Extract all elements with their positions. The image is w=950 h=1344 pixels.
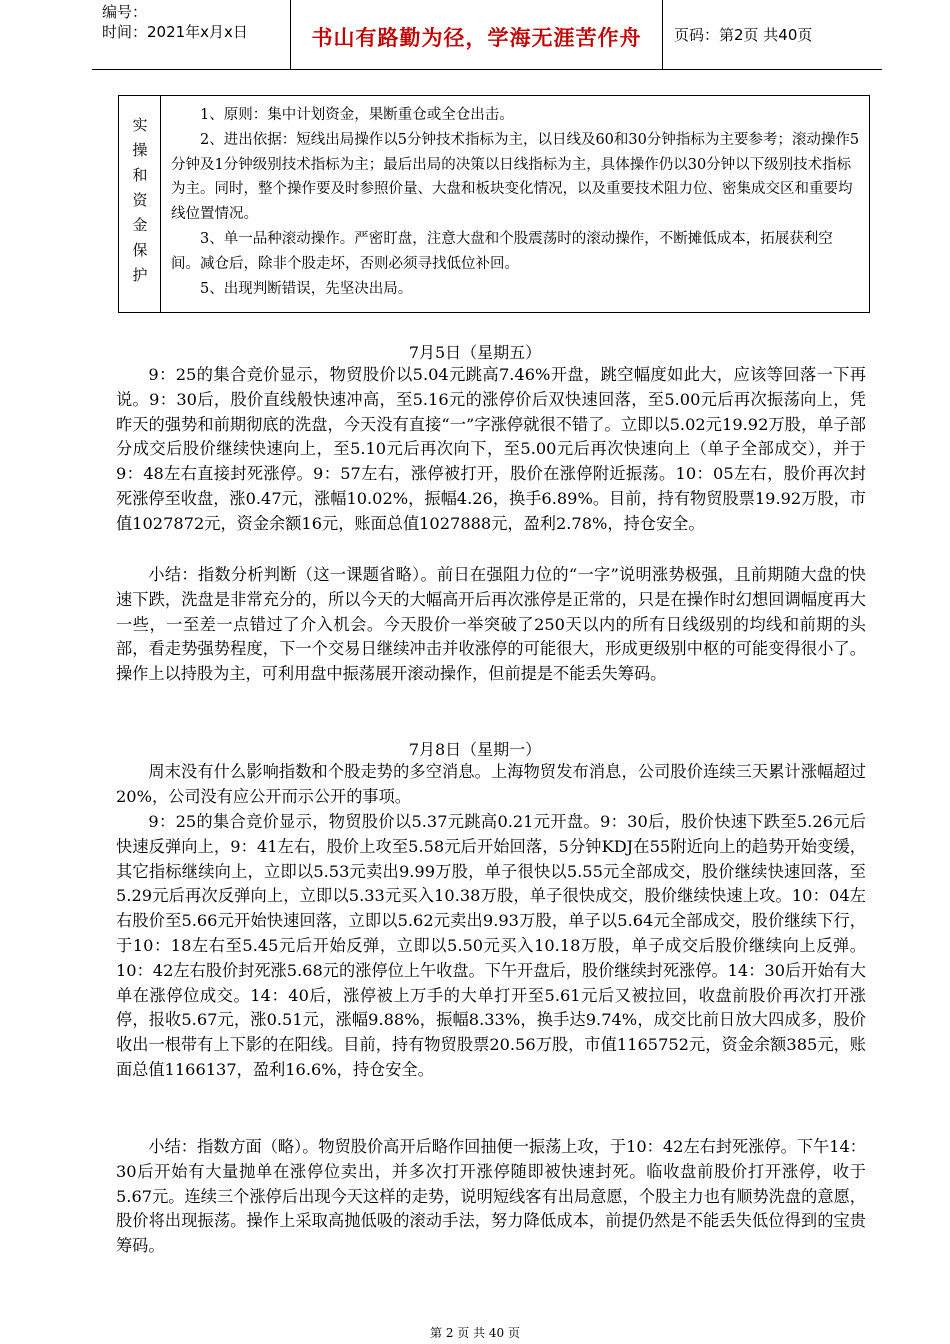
header-meta xyxy=(102,2,292,42)
box-label-char: 护 xyxy=(132,266,148,284)
section-title-jul8: 7月8日（星期一） xyxy=(408,740,542,759)
capital-protection-box xyxy=(118,95,870,313)
header-number: 编号： xyxy=(102,3,148,21)
box-label-char: 金 xyxy=(132,216,148,234)
section-title-jul5: 7月5日（星期五） xyxy=(408,343,542,362)
header-page-info: 页码：第2页 共40页 xyxy=(674,26,813,44)
paragraph: 9：25的集合竞价显示，物贸股价以5.04元跳高7.46%开盘，跳空幅度如此大，应该等回落一下再说。9：30后，股价直线般快速冲高，至5.16元的涨停价后双快速回落，至5.00元后再次振荡向上，凭昨天的强势和前期彻底的洗盘，今天没有直接“一”字涨停就很不错了。立即以5.02元19.92万股，单子部分成交后股价继续快速向上，至5.10元后再次向下，至5.00元后再次快速向上（单子全部成交），并于9：48左右直接封死涨停。9：57左右，涨停被打开，股价在涨停附近振荡。10：05左右，股价再次封死涨停至收盘，涨0.47元，涨幅10.02%，振幅4.26，换手6.89%。目前，持有物贸股票19.92万股，市值1027872元，资金余额16元，账面总值1027888元，盈利2.78%，持仓安全。 xyxy=(116,365,866,533)
box-label-char: 操 xyxy=(132,141,148,159)
paragraph: 9：25的集合竞价显示，物贸股价以5.37元跳高0.21元开盘。9：30后，股价快速下跌至5.26元后快速反弹向上，9：41左右，股价上攻至5.58元后开始回落，5分钟KDJ在55附近向上的趋势开始变缓，其它指标继续向上，立即以5.53元卖出9.99万股，单子很快以5.55元全部成交，股价继续快速回落，至5.29元后再次反弹向上，立即以5.33元买入10.38万股，单子很快成交，股价继续快速上攻。10：04左右股价至5.66元开始快速回落，立即以5.62元卖出9.93万股，单子以5.64元全部成交，股价继续下行，于10：18左右至5.45元后开始反弹，立即以5.50元买入10.18万股，单子成交后股价继续向上反弹。10：42左右股价封死涨5.68元的涨停位上午收盘。下午开盘后，股价继续封死涨停。14：30后开始有大单在涨停位成交。14：40后，涨停被上万手的大单打开至5.61元后又被拉回，收盘前股价再次打开涨停，报收5.67元，涨0.51元，涨幅9.88%，振幅8.33%，换手达9.74%，成交比前日放大四成多，股价收出一根带有上下影的在阳线。目前，持有物贸股票20.56万股，市值1165752元，资金余额385元，账面总值1166137，盈利16.6%，持仓安全。 xyxy=(116,812,866,1079)
paragraph: 周末没有什么影响指数和个股走势的多空消息。上海物贸发布消息，公司股价连续三天累计涨幅超过20%，公司没有应公开而示公开的事项。 xyxy=(116,762,866,806)
box-item: 3、单一品种滚动操作。严密盯盘，注意大盘和个股震荡时的滚动操作，不断摊低成本，拓展获利空间。减仓后，除非个股走坏，否则必须寻找低位补回。 xyxy=(171,230,833,272)
header-divider xyxy=(662,0,663,69)
box-label xyxy=(119,96,161,312)
header-time: 时间：2021年x月x日 xyxy=(102,23,248,41)
box-body xyxy=(171,103,861,301)
box-item: 1、原则：集中计划资金，果断重仓或全仓出击。 xyxy=(200,107,514,123)
header-motto: 书山有路勤为径，学海无涯苦作舟 xyxy=(311,26,642,50)
page-footer: 第 2 页 共 40 页 xyxy=(430,1326,520,1340)
paragraph-summary: 小结：指数分析判断（这一课题省略）。前日在强阻力位的“一字”说明涨势极强，且前期随大盘的快速下跌，洗盘是非常充分的，所以今天的大幅高开后再次涨停是正常的，只是在操作时幻想回调幅度再大一些，一至差一点错过了介入机会。今天股价一举突破了250天以内的所有日线级别的均线和前期的头部，看走势强势程度，下一个交易日继续冲击并收涨停的可能很大，形成更级别中枢的可能变得很小了。操作上以持股为主，可利用盘中振荡展开滚动操作，但前提是不能丢失筹码。 xyxy=(116,565,866,684)
box-label-char: 保 xyxy=(132,241,148,259)
box-label-char: 和 xyxy=(132,166,148,184)
page-header xyxy=(92,0,882,70)
paragraph-summary: 小结：指数方面（略）。物贸股价高开后略作回抽便一振荡上攻，于10：42左右封死涨停。下午14：30后开始有大量抛单在涨停位卖出，并多次打开涨停随即被快速封死。临收盘前股价打开涨停，收于5.67元。连续三个涨停后出现今天这样的走势，说明短线客有出局意愿，个股主力也有顺势洗盘的意愿，股价将出现振荡。操作上采取高抛低吸的滚动手法，努力降低成本，前提仍然是不能丢失低位得到的宝贵筹码。 xyxy=(116,1137,866,1256)
box-item: 2、进出依据：短线出局操作以5分钟技术指标为主，以日线及60和30分钟指标为主要参考；滚动操作5分钟及1分钟级别技术指标为主；最后出局的决策以日线指标为主，具体操作仍以30分钟以下级别技术指标为主。同时，整个操作要及时参照价量、大盘和板块变化情况，以及重要技术阻力位、密集成交区和重要均线位置情况。 xyxy=(171,131,860,223)
box-label-char: 实 xyxy=(132,116,148,134)
box-item: 5、出现判断错误，先坚决出局。 xyxy=(200,280,413,297)
box-label-char: 资 xyxy=(132,191,148,209)
